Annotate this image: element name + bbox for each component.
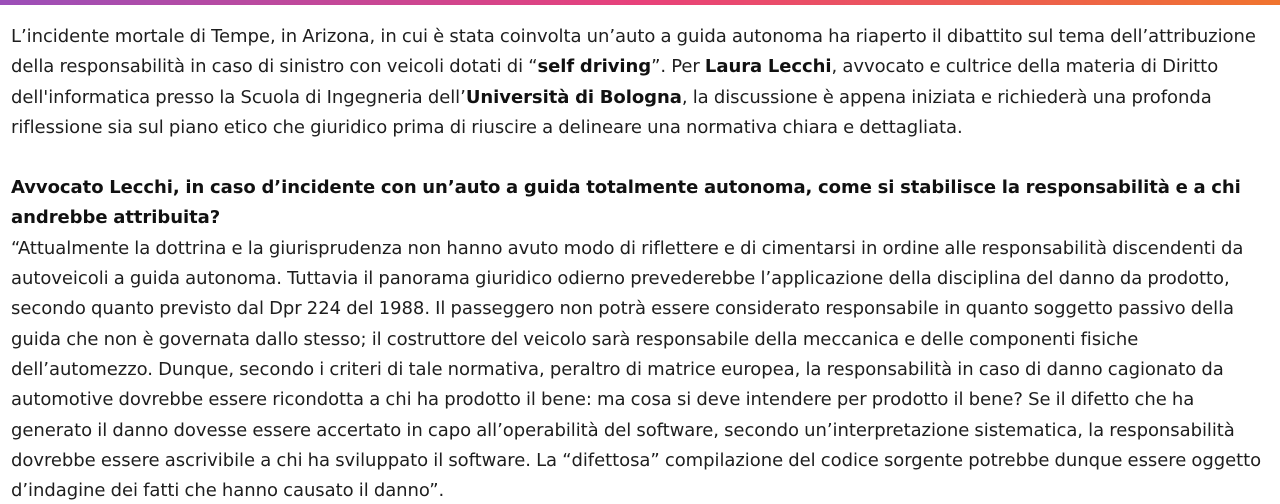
article-body (11, 22, 1277, 504)
intro-text-2: ”. Per (651, 56, 705, 78)
intro-text-3: , avvocato e cultrice della materia di Diritto dell'informatica presso la Scuola di Ingegneria dell’ (11, 56, 1219, 108)
interview-answer: “Attualmente la dottrina e la giurisprudenza non hanno avuto modo di riflettere e di cimentarsi in ordine alle responsabilità discendenti da autoveicoli a guida autonoma. Tuttavia il panorama giuridico odierno prevederebbe l’applicazione della disciplina del danno da prodotto, secondo quanto previsto dal Dpr 224 del 1988. Il passeggero non potrà essere considerato responsabile in quanto soggetto passivo della guida che non è governata dallo stesso; il costruttore del veicolo sarà responsabile della meccanica e delle componenti fisiche dell’automezzo. Dunque, secondo i criteri di tale normativa, peraltro di matrice europea, la responsabilità in caso di danno cagionato da automotive dovrebbe essere ricondotta a chi ha prodotto il bene: ma cosa si deve intendere per prodotto il bene? Se il difetto che ha generato il danno dovesse essere accertato in capo all’operabilità del software, secondo un’interpretazione sistematica, la responsabilità dovrebbe essere ascrivibile a chi ha sviluppato il software. La “difettosa” compilazione del codice sorgente potrebbe dunque essere oggetto d’indagine dei fatti che hanno causato il danno”. (11, 237, 1262, 502)
intro-bold-self-driving: self driving (537, 56, 652, 78)
intro-text-4: , la discussione è appena iniziata e richiederà una profonda riflessione sia sul piano etico che giuridico prima di riuscire a delineare una normativa chiara e dettagliata. (11, 86, 1212, 138)
intro-bold-university: Università di Bologna (465, 86, 682, 108)
intro-paragraph (11, 22, 1277, 143)
intro-bold-author-name: Laura Lecchi (704, 56, 832, 78)
intro-text-1: L’incidente mortale di Tempe, in Arizona, in cui è stata coinvolta un’auto a guida autonoma ha riaperto il dibattito sul tema dell’attribuzione della responsabilità in caso di sinistro con veicoli dotati di “ (11, 26, 1256, 78)
top-accent-bar (0, 0, 1280, 5)
interview-question: Avvocato Lecchi, in caso d’incidente con un’auto a guida totalmente autonoma, come si stabilisce la responsabilità e a chi andrebbe attribuita? (11, 177, 1241, 229)
